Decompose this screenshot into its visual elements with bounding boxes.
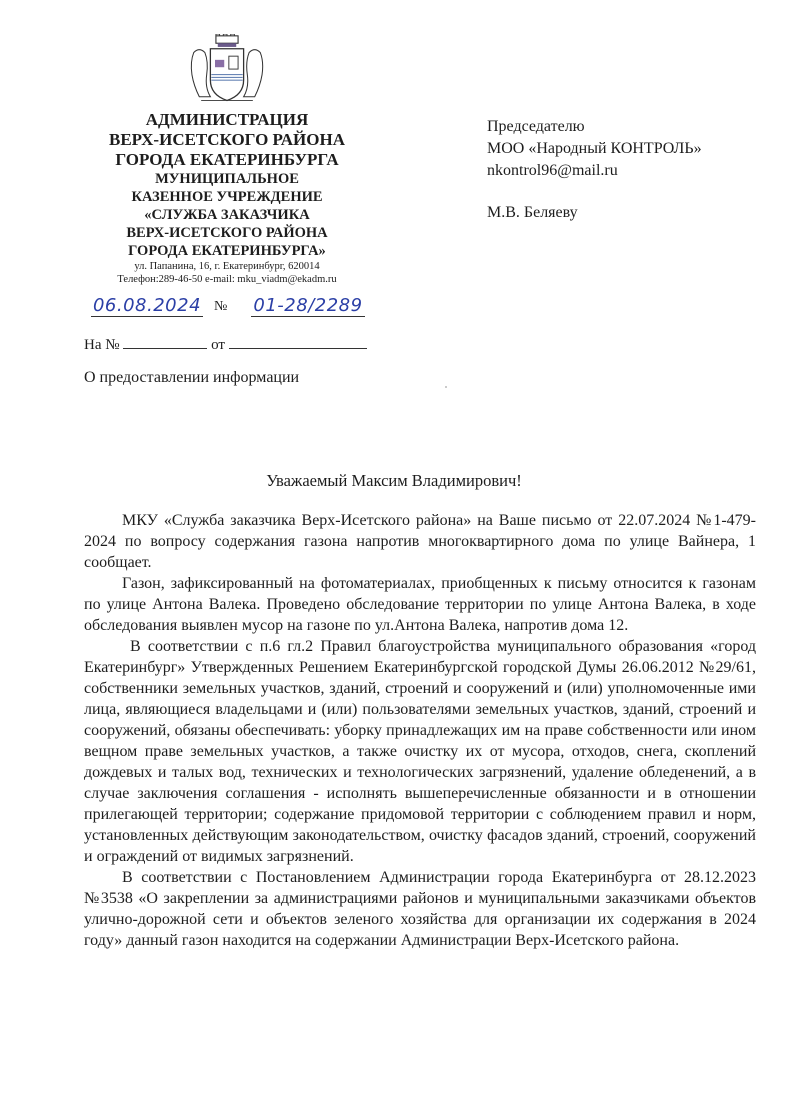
org-name-admin [82,110,372,170]
letter-body [84,510,756,971]
body-paragraph: В соответствии с Постановлением Администрации города Екатеринбурга от 28.12.2023 №3538 «О закреплении за администрациями районов и муниципальными заказчиками объектов улично-дорожной сети и объектов зеленого хозяйства для организации их содержания в 2024 году» данный газон находится на содержании Администрации Верх-Исетского района. [84,869,756,949]
addressee-block [487,116,702,224]
letterhead [82,34,372,286]
registration-number: 01-28/2289 [253,295,363,316]
letterhead-line: МУНИЦИПАЛЬНОЕ [155,171,299,187]
reference-from: от [211,337,225,353]
body-paragraph: В соответствии с п.6 гл.2 Правил благоустройства муниципального образования «город Екатеринбург» Утвержденных Решением Екатеринбургской городской Думы 26.06.2012 №29/61, собственники земельных участков, зданий, строений и сооружений и (или) уполномоченные ими лица, являющиеся владельцами и (или) пользователями земельных участков, зданий, строений и сооружений, обязаны обеспечивать: уборку принадлежащих им на праве собственности или ином вещном праве земельных участков, а также очистку их от мусора, отходов, снега, скоплений дождевых и талых вод, технических и технологических загрязнений, удаление обледенений, а в случае заключения соглашения - исполнять вышеперечисленные обязанности и в отношении прилегающей территории; содержание придомовой территории с соблюдением правил и норм, установленных действующим законодательством, очистку фасадов зданий, строений, сооружений и ограждений от видимых загрязнений. [84,638,756,865]
addressee-name: М.В. Беляеву [487,204,578,221]
salutation: Уважаемый Максим Владимирович! [266,471,522,490]
letter-header [0,0,788,392]
body-paragraph: МКУ «Служба заказчика Верх-Исетского района» на Ваше письмо от 22.07.2024 №1-479-2024 по вопросу содержания газона напротив многоквартирного дома по улице Вайнера, 1 сообщает. [84,512,756,571]
letterhead-line: ВЕРХ-ИСЕТСКОГО РАЙОНА [109,130,345,149]
addressee-line: МОО «Народный КОНТРОЛЬ» [487,140,702,157]
org-address: ул. Папанина, 16, г. Екатеринбург, 620014 [134,261,320,272]
letterhead-line: ГОРОДА ЕКАТЕРИНБУРГА» [128,243,326,259]
letter-subject: О предоставлении информации [84,369,300,386]
letterhead-line: КАЗЕННОЕ УЧРЕЖДЕНИЕ [131,189,323,205]
addressee-email: nkontrol96@mail.ru [487,162,618,179]
letterhead-line: «СЛУЖБА ЗАКАЗЧИКА [144,207,310,223]
registration-date: 06.08.2024 [92,295,202,316]
reference-date-blank [229,334,367,349]
org-name-institution [82,170,372,260]
reference-prefix: На № [84,337,120,353]
reference-line [84,334,367,354]
coat-of-arms-icon [182,34,272,106]
scan-speck [445,386,447,388]
org-contacts: Телефон:289-46-50 e-mail: mku_viadm@ekadm.ru [117,274,337,285]
letterhead-line: АДМИНИСТРАЦИЯ [145,110,309,129]
addressee-line: Председателю [487,118,585,135]
number-sign: № [214,299,228,314]
body-paragraph: Газон, зафиксированный на фотоматериалах, приобщенных к письму относится к газонам по улице Антона Валека. Проведено обследование территории по улице Антона Валека, в ходе обследования выявлен мусор на газоне по ул.Антона Валека, напротив дома 12. [84,575,756,634]
letterhead-line: ГОРОДА ЕКАТЕРИНБУРГА [115,150,339,169]
registration-line [84,296,384,320]
reference-number-blank [123,334,207,349]
letterhead-line: ВЕРХ-ИСЕТСКОГО РАЙОНА [126,225,328,241]
